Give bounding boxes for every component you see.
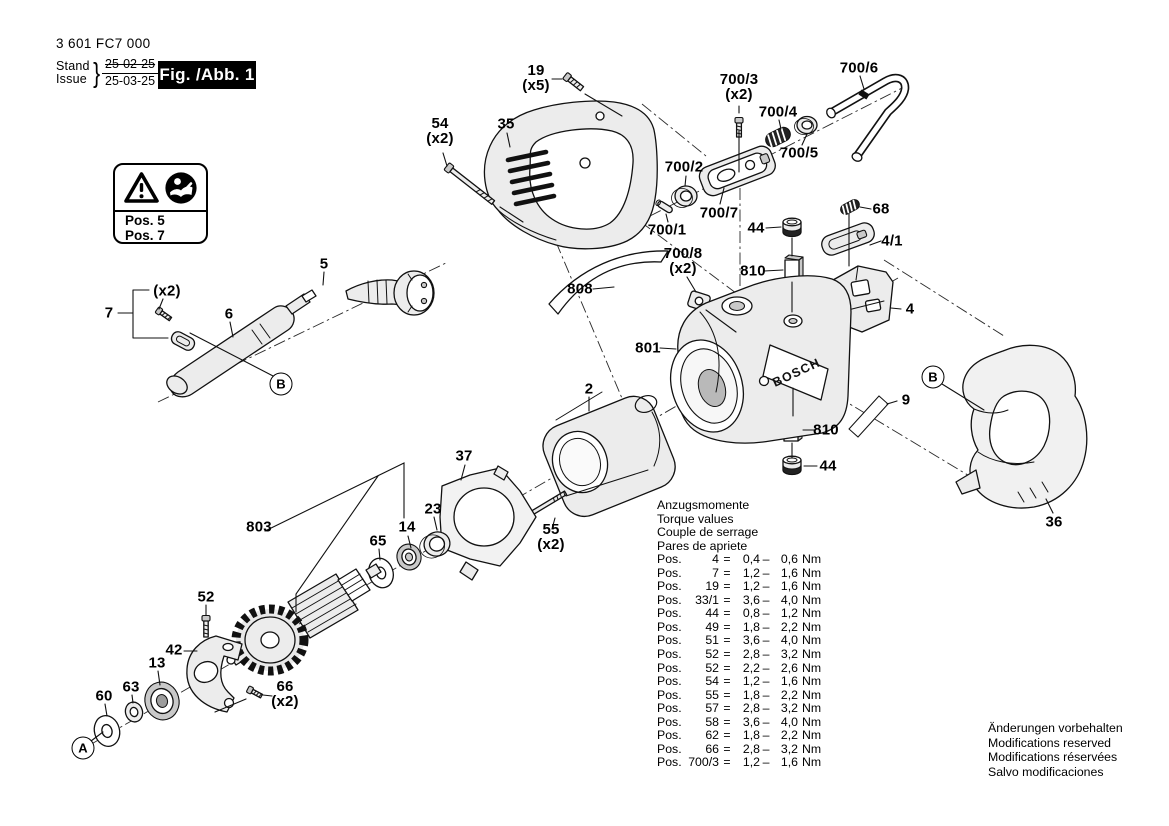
torque-row: Pos. 51 = 3,6 – 4,0 Nm	[657, 633, 822, 648]
part-callout-60: 60	[95, 687, 113, 705]
part-fan-guard-37	[440, 466, 536, 580]
torque-row: Pos. 49 = 1,8 – 2,2 Nm	[657, 619, 822, 634]
stand-label: Stand	[56, 58, 90, 73]
torque-row: Pos. 44 = 0,8 – 1,2 Nm	[657, 606, 822, 621]
part-callout-5: 5	[319, 255, 329, 273]
part-callout-803: 803	[246, 518, 272, 536]
part-callout-68: 68	[872, 200, 890, 218]
warning-pos-line: Pos. 5	[125, 213, 165, 228]
part-cover-4-1	[819, 220, 877, 257]
part-callout-35: 35	[497, 115, 515, 133]
torque-table-header: Anzugsmomente	[657, 498, 750, 512]
part-callout-801: 801	[635, 339, 661, 357]
doc-meta	[56, 36, 158, 88]
part-callout-54: 54 (x2)	[426, 115, 454, 147]
warning-pos-line: Pos. 7	[125, 228, 165, 243]
part-callout-14: 14	[398, 518, 416, 536]
part-callout-37: 37	[455, 447, 473, 465]
part-callout-55: 55 (x2)	[537, 521, 565, 553]
part-callout-700-5: 700/5	[779, 144, 819, 162]
part-callout-36: 36	[1045, 513, 1063, 531]
bosch-logo-text: BOSCH	[770, 355, 823, 390]
part-callout-6: 6	[224, 305, 234, 323]
part-screw-7	[155, 307, 173, 322]
part-callout-63: 63	[122, 678, 140, 696]
torque-row: Pos. 7 = 1,2 – 1,6 Nm	[657, 565, 822, 580]
part-callout-9: 9	[901, 391, 911, 409]
brace-glyph: }	[92, 57, 100, 89]
part-handle-cover-36	[956, 345, 1087, 508]
part-callout-700-2: 700/2	[664, 158, 704, 176]
view-marker-A: A	[72, 737, 95, 760]
part-bearing-13	[141, 678, 184, 724]
part-callout-44: 44	[819, 457, 837, 475]
part-callout-700-3: 700/3 (x2)	[719, 71, 759, 103]
modification-note-line: Modifications reserved	[988, 735, 1112, 750]
superseded-date: 25-02-25	[105, 57, 156, 71]
torque-row: Pos. 55 = 1,8 – 2,2 Nm	[657, 687, 822, 702]
part-callout-4: 4	[905, 300, 915, 318]
torque-row: Pos. 52 = 2,8 – 3,2 Nm	[657, 647, 822, 662]
torque-row: Pos. 58 = 3,6 – 4,0 Nm	[657, 714, 822, 729]
figure-label: Fig. /Abb. 1	[158, 61, 256, 89]
part-carrier-plate-700-7	[697, 143, 779, 198]
part-callout-810: 810	[740, 262, 766, 280]
part-callout-4-1: 4/1	[881, 232, 903, 250]
part-callout-2: 2	[584, 380, 594, 398]
torque-table-header: Pares de apriete	[657, 538, 748, 553]
part-cable-clamp-7	[169, 330, 196, 353]
part-screw-52	[202, 616, 210, 638]
torque-table-header: Torque values	[657, 511, 734, 526]
part-callout-700-4: 700/4	[758, 103, 798, 121]
issue-label: Issue	[56, 72, 87, 86]
read-manual-icon	[164, 171, 198, 205]
modification-note-line: Änderungen vorbehalten	[988, 721, 1123, 735]
torque-row: Pos. 66 = 2,8 – 3,2 Nm	[657, 741, 822, 756]
torque-row: Pos. 19 = 1,2 – 1,6 Nm	[657, 579, 822, 594]
part-cap-44-bottom	[783, 456, 801, 474]
part-callout-65: 65	[369, 532, 387, 550]
part-armature-assembly	[227, 564, 381, 671]
modifications-notes	[988, 721, 1123, 779]
part-callout-700-7: 700/7	[699, 204, 739, 222]
modification-note-line: Salvo modificaciones	[988, 764, 1104, 779]
torque-row: Pos. 62 = 1,8 – 2,2 Nm	[657, 728, 822, 743]
part-washer-60	[91, 713, 123, 749]
part-callout--x2-: (x2)	[153, 282, 181, 300]
part-callout-44: 44	[747, 219, 765, 237]
part-panel-9	[849, 396, 888, 437]
part-handle-bow-700-6	[825, 78, 905, 163]
part-cap-44-top	[783, 218, 801, 236]
part-callout-23: 23	[424, 500, 442, 518]
issue-date: 25-03-25	[102, 73, 158, 89]
part-callout-7: 7	[104, 304, 114, 322]
part-ring-63	[123, 700, 145, 724]
torque-row: Pos. 700/3 = 1,2 – 1,6 Nm	[657, 755, 822, 770]
modification-note-line: Modifications réservées	[988, 750, 1118, 764]
part-callout-42: 42	[165, 641, 183, 659]
part-spring-68	[839, 198, 861, 216]
torque-row: Pos. 33/1 = 3,6 – 4,0 Nm	[657, 592, 822, 607]
view-marker-B: B	[922, 366, 945, 389]
torque-row: Pos. 54 = 1,2 – 1,6 Nm	[657, 674, 822, 689]
part-collar-700-2	[672, 186, 698, 208]
part-callout-700-1: 700/1	[647, 221, 687, 239]
part-callout-700-8: 700/8 (x2)	[663, 245, 703, 277]
part-callout-700-6: 700/6	[839, 59, 879, 77]
part-screw-19	[563, 72, 585, 92]
part-bracket-42	[187, 636, 242, 712]
part-callout-808: 808	[567, 280, 593, 298]
part-callout-66: 66 (x2)	[271, 678, 299, 710]
torque-row: Pos. 4 = 0,4 – 0,6 Nm	[657, 552, 822, 567]
torque-table-header: Couple de serrage	[657, 525, 759, 540]
part-callout-13: 13	[148, 654, 166, 672]
warning-label-box	[113, 163, 208, 244]
type-number: 3 601 FC7 000	[56, 36, 151, 51]
part-power-plug-5	[346, 271, 434, 315]
part-callout-52: 52	[197, 588, 215, 606]
part-callout-19: 19 (x5)	[522, 62, 550, 94]
torque-table	[657, 499, 822, 770]
part-callout-810: 810	[813, 421, 839, 439]
torque-row: Pos. 52 = 2,2 – 2,6 Nm	[657, 660, 822, 675]
part-screw-66	[246, 686, 263, 699]
part-ring-700-5	[795, 117, 818, 135]
torque-row: Pos. 57 = 2,8 – 3,2 Nm	[657, 701, 822, 716]
warning-triangle-icon	[123, 171, 160, 205]
view-marker-B: B	[270, 373, 293, 396]
